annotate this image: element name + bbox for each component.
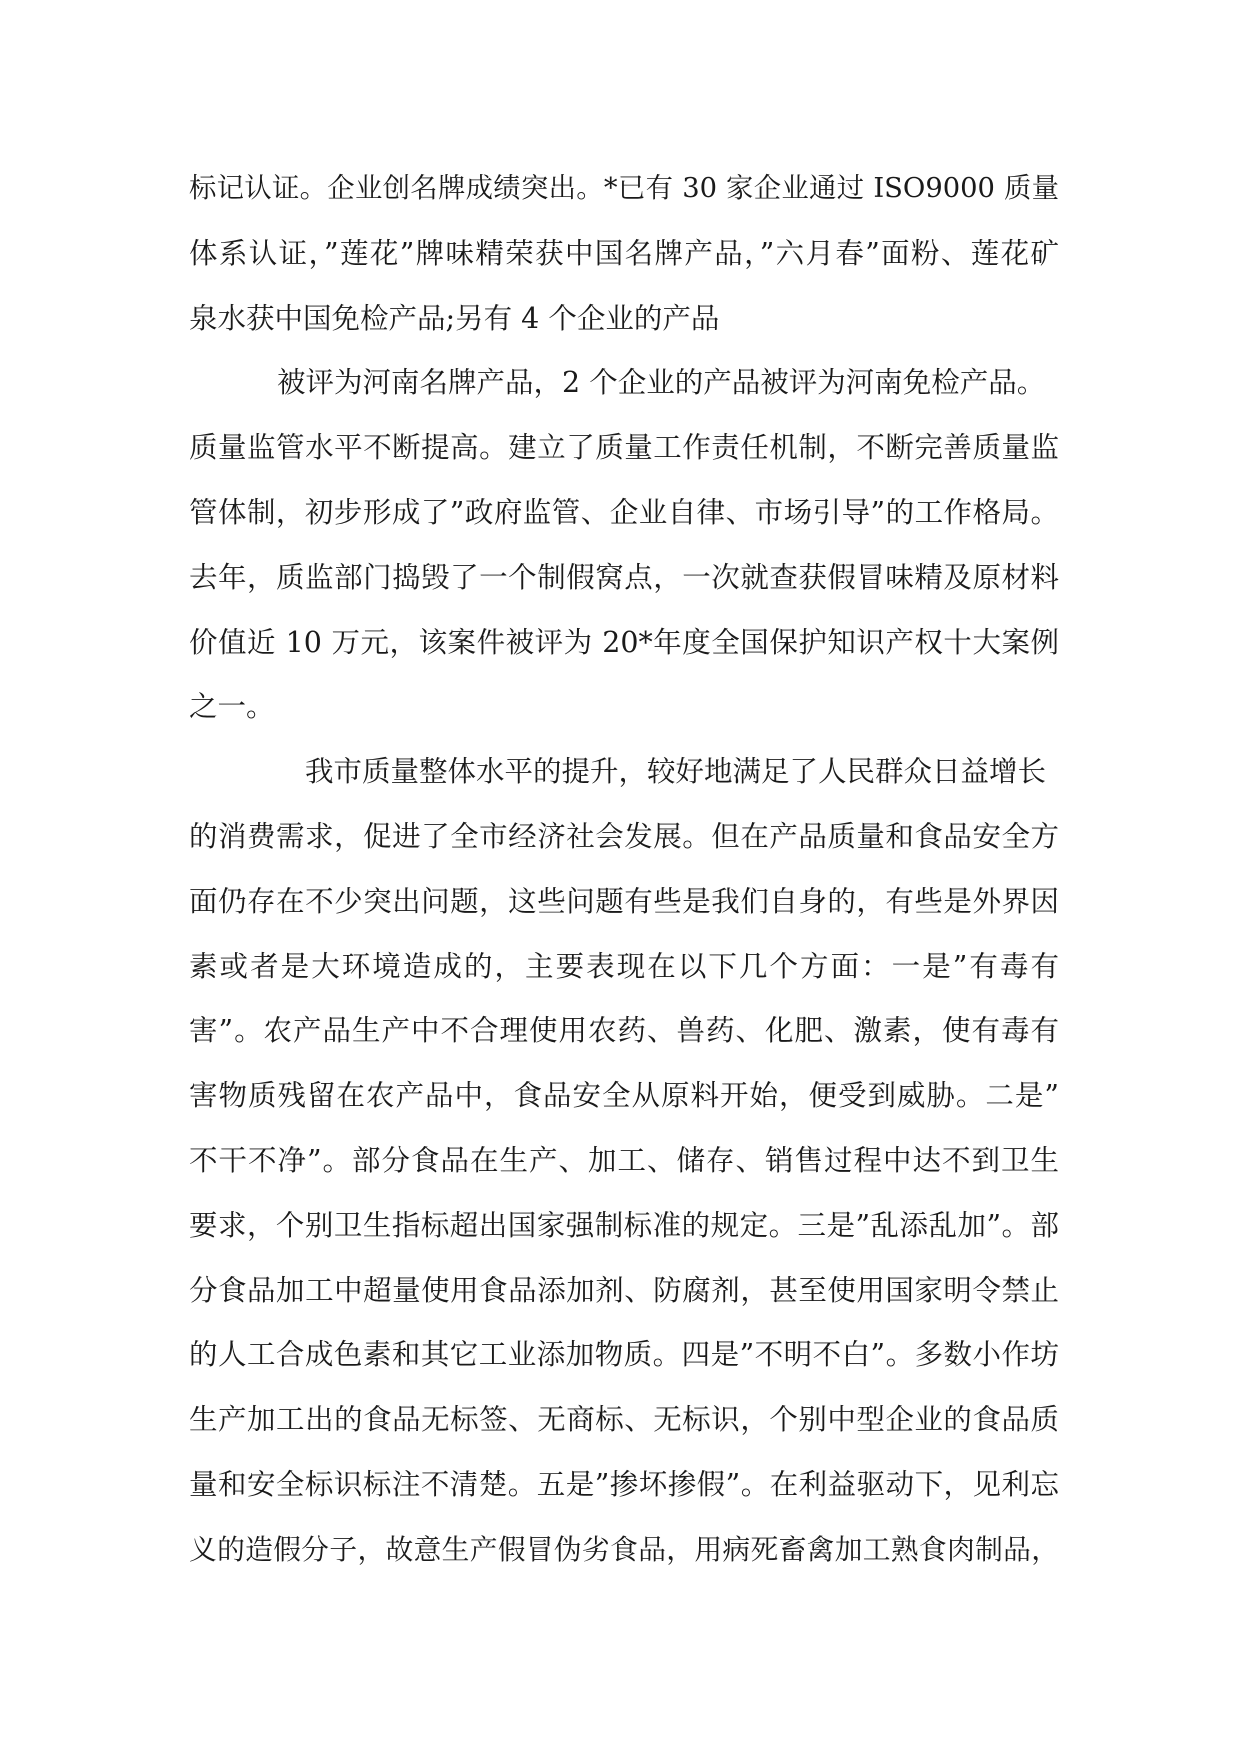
text-line: 害”。农产品生产中不合理使用农药、兽药、化肥、激素，使有毒有: [189, 1014, 1059, 1048]
text-line: 体系认证，”莲花”牌味精荣获中国名牌产品，”六月春”面粉、莲花矿: [189, 236, 1059, 270]
text-line: 分食品加工中超量使用食品添加剂、防腐剂，甚至使用国家明令禁止: [189, 1273, 1059, 1307]
text-line: 质量监管水平不断提高。建立了质量工作责任机制，不断完善质量监: [189, 431, 1059, 465]
text-line: 之一。: [189, 690, 275, 724]
text-line: 泉水获中国免检产品;另有 4 个企业的产品: [189, 301, 720, 335]
text-line: 的人工合成色素和其它工业添加物质。四是”不明不白”。多数小作坊: [189, 1338, 1059, 1372]
text-line: 素或者是大环境造成的，主要表现在以下几个方面：一是”有毒有: [189, 949, 1059, 983]
text-line: 不干不净”。部分食品在生产、加工、储存、销售过程中达不到卫生: [189, 1143, 1059, 1177]
text-line: 义的造假分子，故意生产假冒伪劣食品，用病死畜禽加工熟食肉制品，: [189, 1532, 1059, 1566]
text-line: 我市质量整体水平的提升，较好地满足了人民群众日益增长: [305, 755, 1047, 789]
text-line: 被评为河南名牌产品，2 个企业的产品被评为河南免检产品。: [277, 366, 1046, 400]
text-line: 生产加工出的食品无标签、无商标、无标识，个别中型企业的食品质: [189, 1403, 1059, 1437]
text-line: 标记认证。企业创名牌成绩突出。*已有 30 家企业通过 ISO9000 质量: [189, 173, 1059, 204]
text-line: 面仍存在不少突出问题，这些问题有些是我们自身的，有些是外界因: [189, 884, 1059, 918]
text-line: 管体制，初步形成了”政府监管、企业自律、市场引导”的工作格局。: [189, 495, 1059, 529]
document-body: [189, 157, 1059, 1583]
text-line: 量和安全标识标注不清楚。五是”掺坏掺假”。在利益驱动下，见利忘: [189, 1467, 1059, 1501]
text-line: 去年，质监部门捣毁了一个制假窝点，一次就查获假冒味精及原材料: [189, 560, 1059, 594]
text-line: 要求，个别卫生指标超出国家强制标准的规定。三是”乱添乱加”。部: [189, 1208, 1059, 1242]
text-line: 价值近 10 万元，该案件被评为 20*年度全国保护知识产权十大案例: [189, 625, 1059, 659]
text-line: 的消费需求，促进了全市经济社会发展。但在产品质量和食品安全方: [189, 819, 1059, 853]
text-line: 害物质残留在农产品中，食品安全从原料开始，便受到威胁。二是”: [189, 1079, 1059, 1113]
